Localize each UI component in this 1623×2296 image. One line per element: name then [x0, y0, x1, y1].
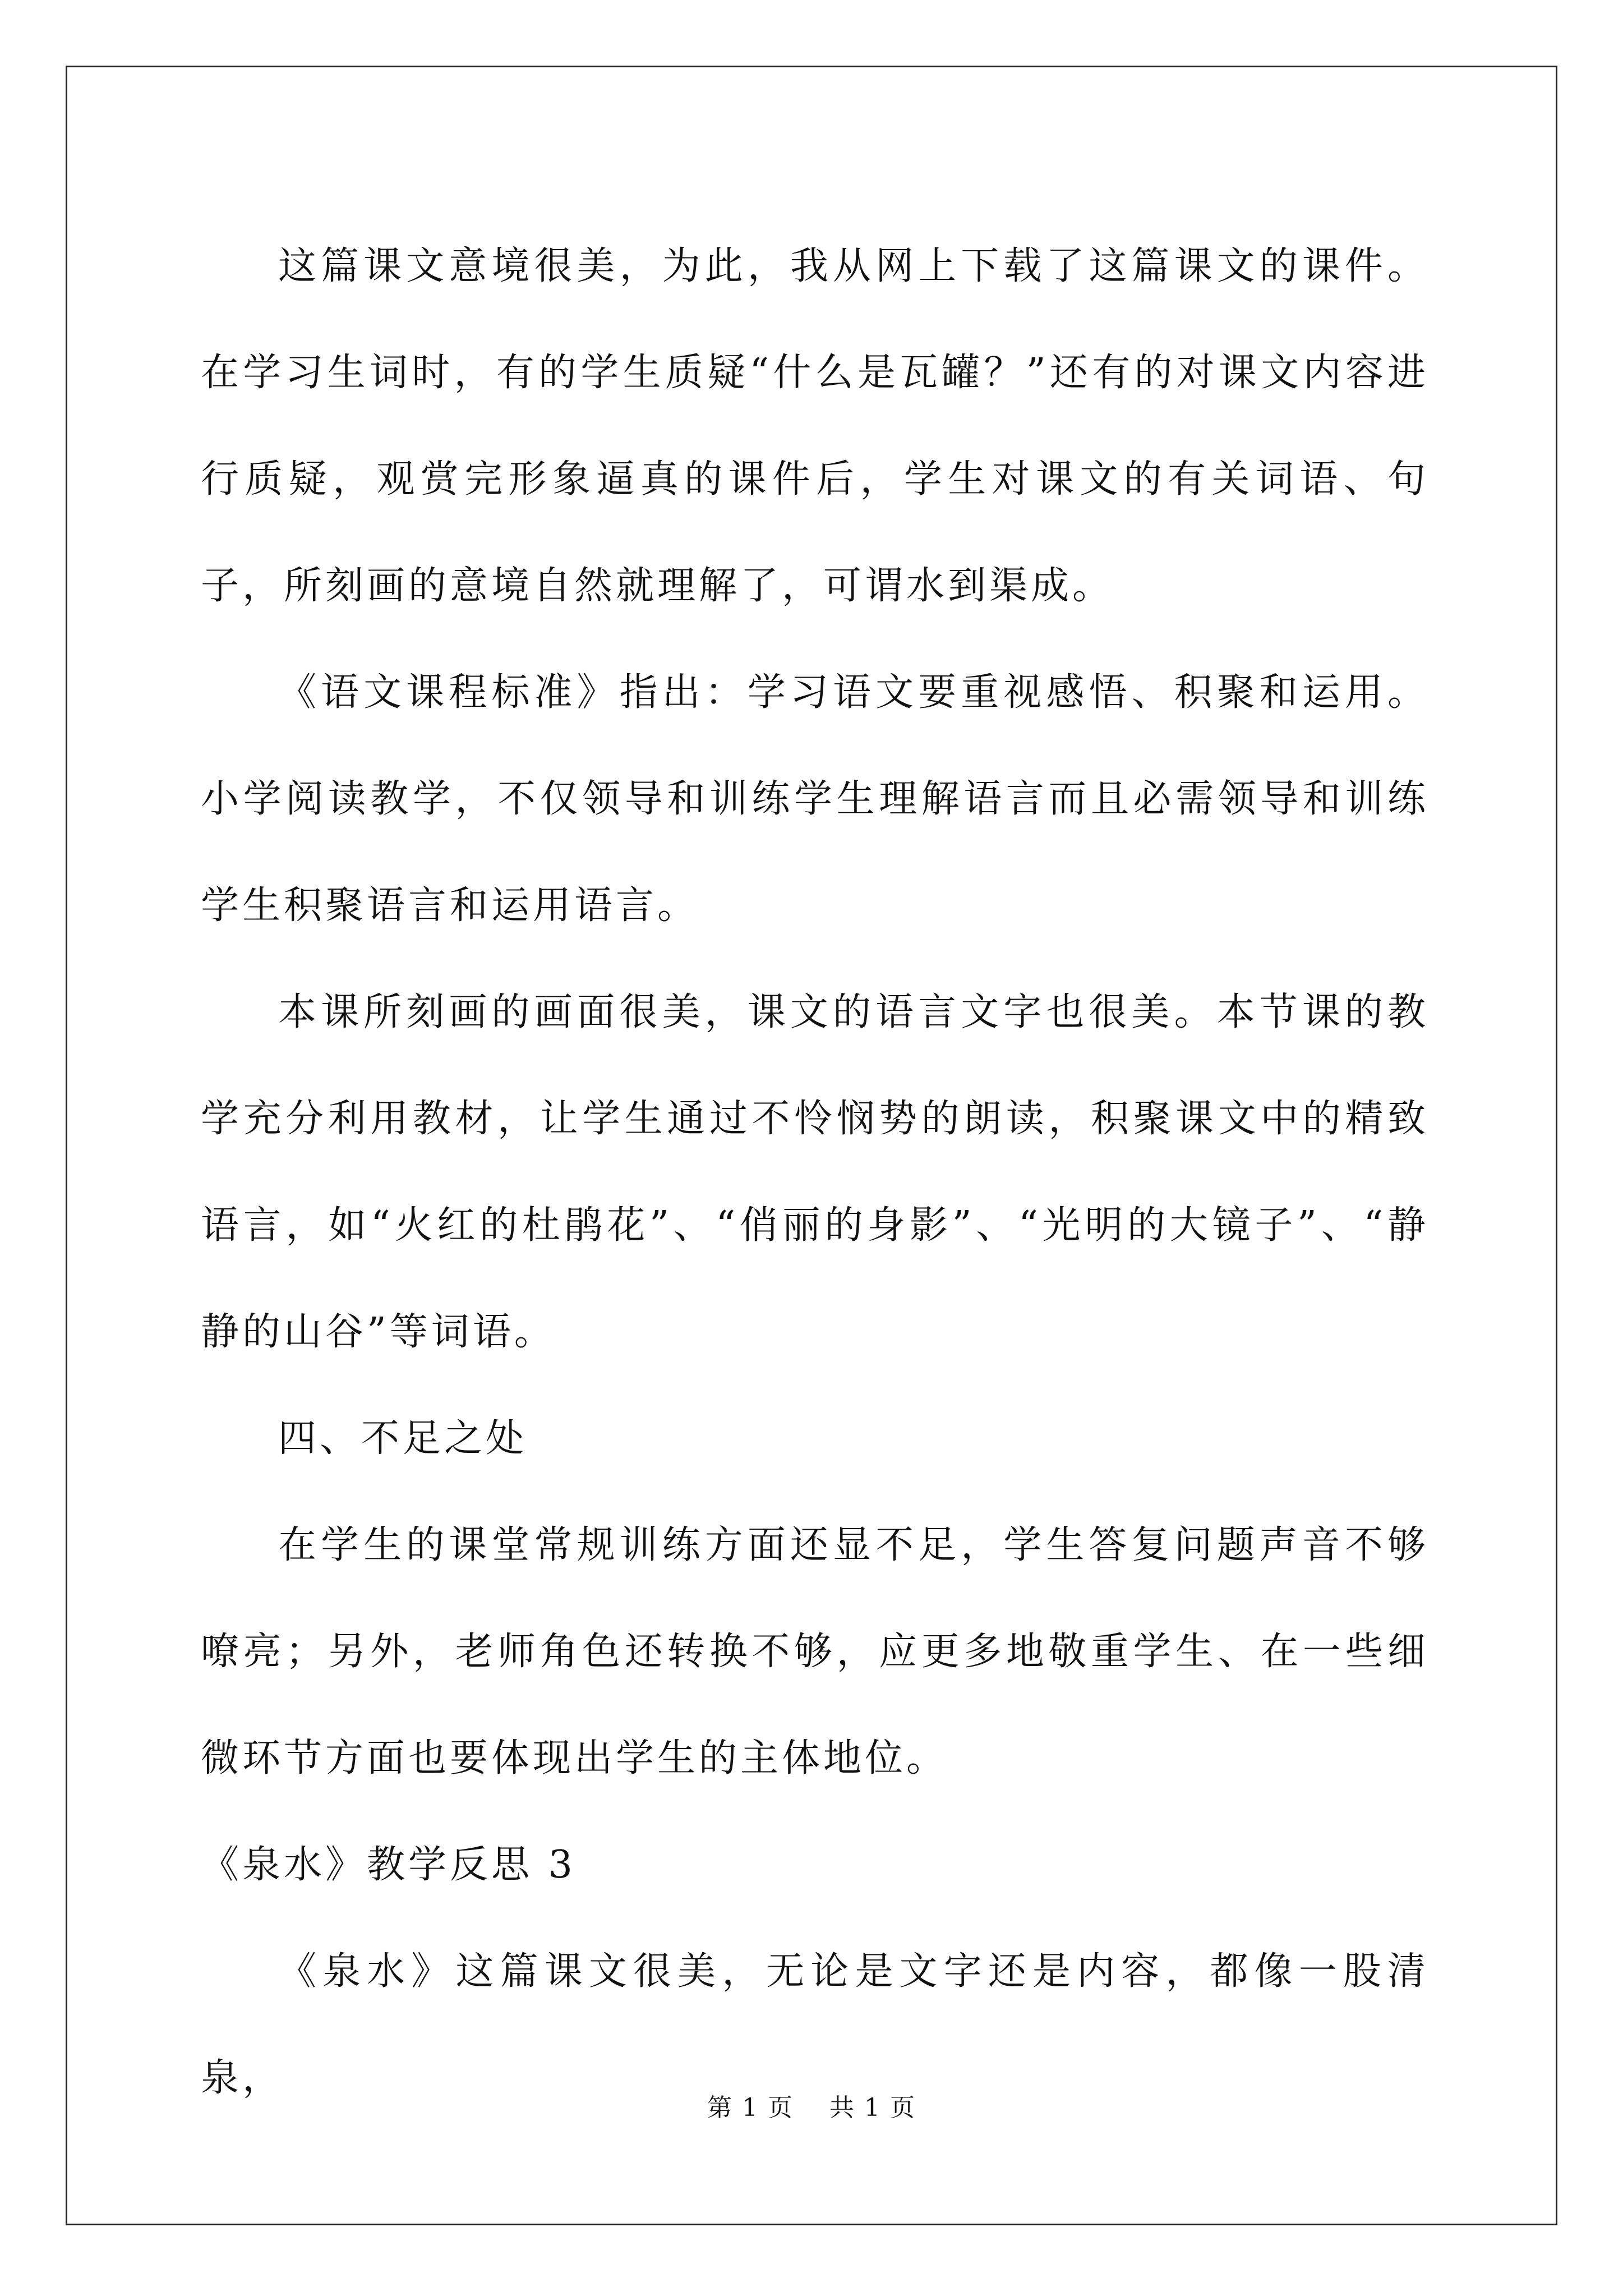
paragraph: 这篇课文意境很美，为此，我从网上下载了这篇课文的课件。在学习生词时，有的学生质疑“什么是瓦罐？”还有的对课文内容进行质疑，观赏完形象逼真的课件后，学生对课文的有关词语、句子，所刻画的意境自然就理解了，可谓水到渠成。 [201, 244, 1429, 608]
page-number: 第 1 页 [707, 2093, 794, 2122]
section-title: 《泉水》教学反思 3 [201, 1843, 576, 1887]
page-footer [0, 2091, 1623, 2125]
paragraph: 《泉水》这篇课文很美，无论是文字还是内容，都像一股清泉， [201, 1949, 1429, 2100]
page-total: 共 1 页 [829, 2093, 916, 2122]
paragraph: 本课所刻画的画面很美，课文的语言文字也很美。本节课的教学充分利用教材，让学生通过不怜悯势的朗读，积聚课文中的精致语言，如“火红的杜鹃花”、“俏丽的身影”、“光明的大镜子”、“静静的山谷”等词语。 [201, 990, 1429, 1354]
paragraph: 《语文课程标准》指出：学习语文要重视感悟、积聚和运用。小学阅读教学，不仅领导和训练学生理解语言而且必需领导和训练学生积聚语言和运用语言。 [201, 670, 1429, 928]
document-body [201, 213, 1429, 2100]
section-heading: 四、不足之处 [278, 1416, 528, 1461]
paragraph: 在学生的课堂常规训练方面还显不足，学生答复问题声音不够嘹亮；另外，老师角色还转换不够，应更多地敬重学生、在一些细微环节方面也要体现出学生的主体地位。 [201, 1523, 1429, 1780]
